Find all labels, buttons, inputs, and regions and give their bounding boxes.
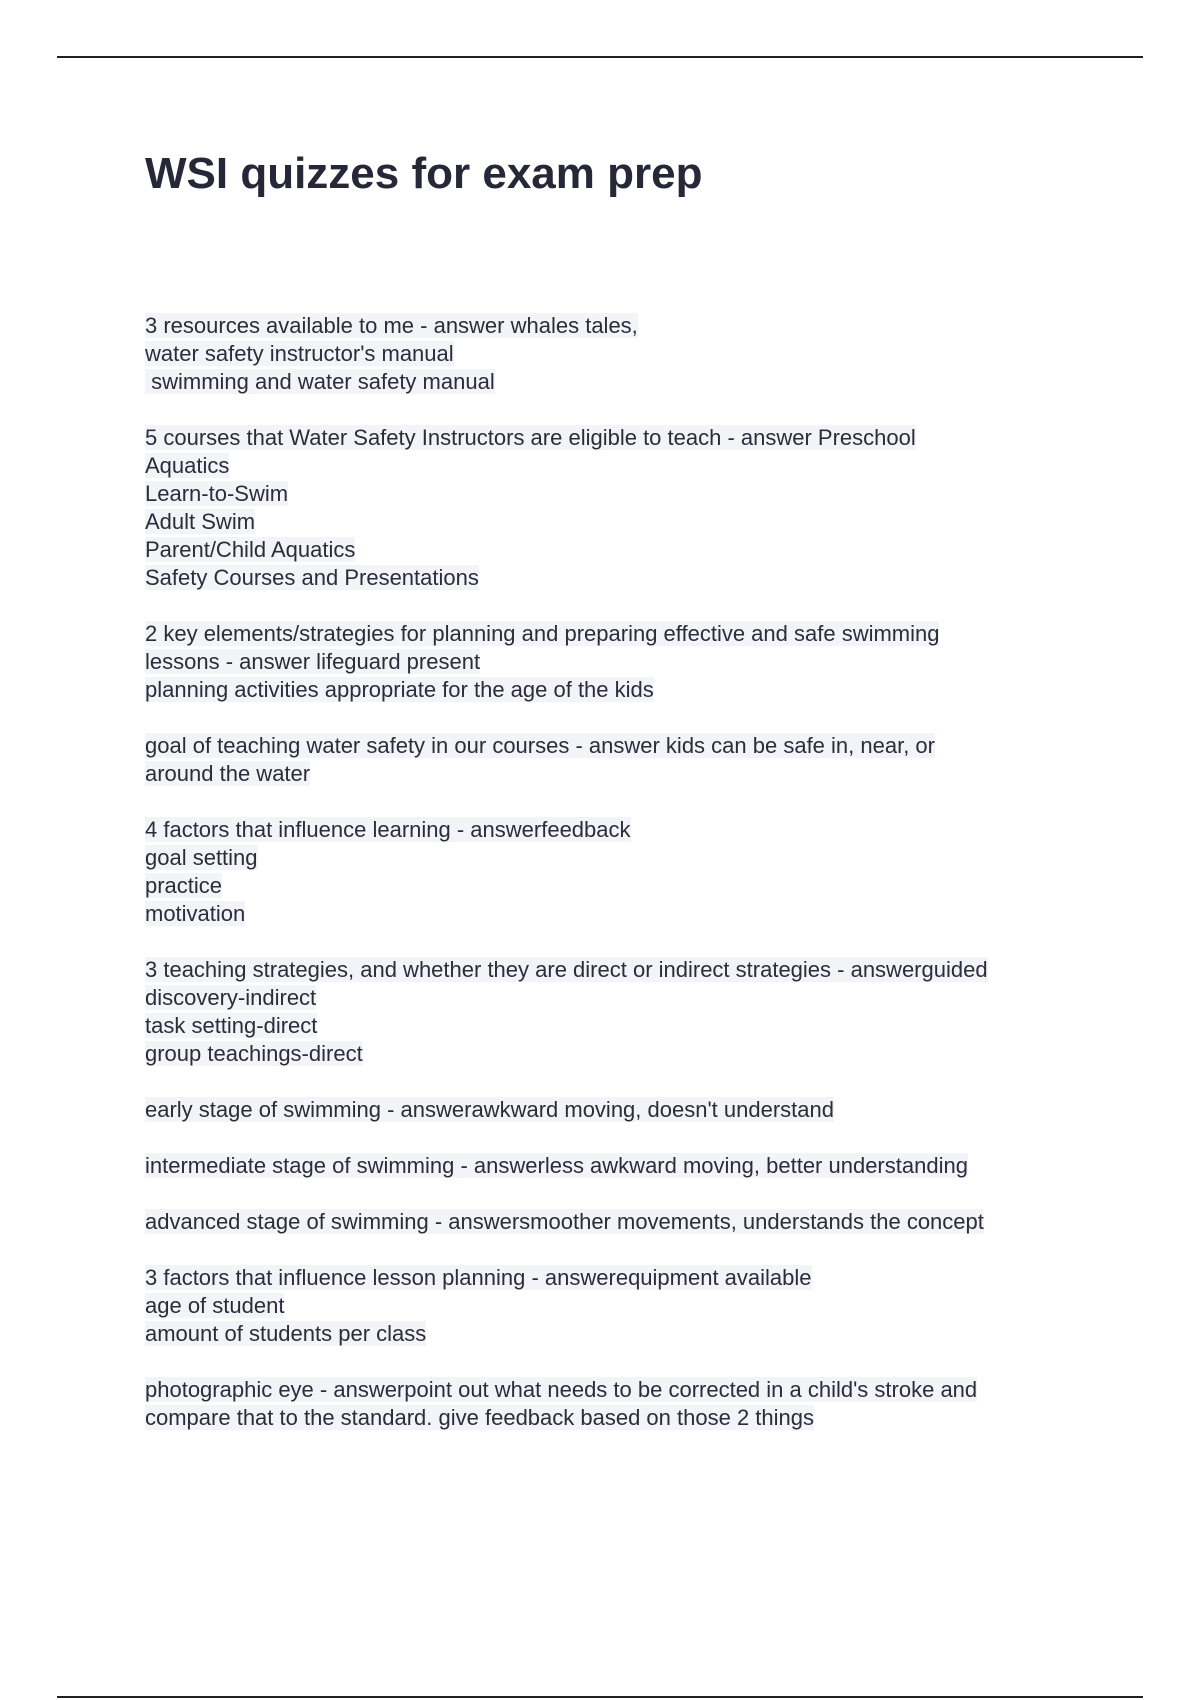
qa-entry [145, 1376, 1095, 1432]
qa-question-line [145, 732, 1095, 760]
qa-line-text: advanced stage of swimming - answersmoother movements, understands the concept [145, 1209, 984, 1234]
qa-line-text: 3 resources available to me - answer whales tales, [145, 313, 638, 338]
qa-line-text: practice [145, 873, 223, 898]
qa-question-line [145, 1152, 1095, 1180]
qa-question-line [145, 1376, 1095, 1404]
qa-answer-line [145, 508, 1095, 536]
qa-answer-line [145, 564, 1095, 592]
qa-answer-line [145, 844, 1095, 872]
qa-line-text: 3 teaching strategies, and whether they are direct or indirect strategies - answerguided [145, 957, 988, 982]
qa-entry [145, 1152, 1095, 1180]
qa-line-text: water safety instructor's manual [145, 341, 454, 366]
qa-entry [145, 424, 1095, 592]
qa-line-text: task setting-direct [145, 1013, 318, 1038]
qa-answer-line [145, 676, 1095, 704]
qa-line-text: swimming and water safety manual [145, 369, 495, 394]
qa-question-line [145, 312, 1095, 340]
qa-line-text: planning activities appropriate for the age of the kids [145, 677, 654, 702]
qa-line-text: discovery-indirect [145, 985, 317, 1010]
qa-answer-line [145, 452, 1095, 480]
document-title: WSI quizzes for exam prep [145, 149, 703, 198]
qa-question-line [145, 620, 1095, 648]
qa-line-text: Aquatics [145, 453, 230, 478]
qa-line-text: 2 key elements/strategies for planning and preparing effective and safe swimming [145, 621, 940, 646]
qa-line-text: early stage of swimming - answerawkward moving, doesn't understand [145, 1097, 834, 1122]
qa-list [145, 312, 1095, 1460]
qa-question-line [145, 1096, 1095, 1124]
qa-answer-line [145, 368, 1095, 396]
qa-answer-line [145, 1320, 1095, 1348]
qa-question-line [145, 816, 1095, 844]
qa-line-text: Parent/Child Aquatics [145, 537, 356, 562]
qa-line-text: Learn-to-Swim [145, 481, 289, 506]
qa-entry [145, 312, 1095, 396]
qa-answer-line [145, 480, 1095, 508]
qa-answer-line [145, 872, 1095, 900]
qa-line-text: goal setting [145, 845, 258, 870]
qa-line-text: Safety Courses and Presentations [145, 565, 479, 590]
qa-answer-line [145, 1404, 1095, 1432]
qa-line-text: 5 courses that Water Safety Instructors are eligible to teach - answer Preschool [145, 425, 916, 450]
qa-question-line [145, 424, 1095, 452]
qa-line-text: 3 factors that influence lesson planning - answerequipment available [145, 1265, 812, 1290]
qa-line-text: lessons - answer lifeguard present [145, 649, 481, 674]
qa-entry [145, 816, 1095, 928]
top-rule [57, 56, 1143, 58]
qa-line-text: compare that to the standard. give feedback based on those 2 things [145, 1405, 815, 1430]
qa-line-text: motivation [145, 901, 246, 926]
qa-answer-line [145, 900, 1095, 928]
qa-line-text: group teachings-direct [145, 1041, 363, 1066]
qa-line-text: Adult Swim [145, 509, 256, 534]
qa-answer-line [145, 340, 1095, 368]
qa-entry [145, 1208, 1095, 1236]
qa-line-text: photographic eye - answerpoint out what needs to be corrected in a child's stroke and [145, 1377, 978, 1402]
qa-line-text: around the water [145, 761, 311, 786]
qa-line-text: intermediate stage of swimming - answerless awkward moving, better understanding [145, 1153, 968, 1178]
qa-answer-line [145, 760, 1095, 788]
qa-entry [145, 732, 1095, 788]
qa-question-line [145, 1264, 1095, 1292]
qa-question-line [145, 956, 1095, 984]
qa-line-text: 4 factors that influence learning - answerfeedback [145, 817, 631, 842]
qa-line-text: goal of teaching water safety in our courses - answer kids can be safe in, near, or [145, 733, 935, 758]
qa-entry [145, 1264, 1095, 1348]
qa-answer-line [145, 1040, 1095, 1068]
qa-entry [145, 956, 1095, 1068]
bottom-rule [57, 1696, 1143, 1698]
qa-entry [145, 620, 1095, 704]
qa-answer-line [145, 1292, 1095, 1320]
qa-line-text: age of student [145, 1293, 285, 1318]
qa-question-line [145, 1208, 1095, 1236]
qa-line-text: amount of students per class [145, 1321, 427, 1346]
qa-answer-line [145, 648, 1095, 676]
qa-answer-line [145, 536, 1095, 564]
qa-answer-line [145, 1012, 1095, 1040]
qa-answer-line [145, 984, 1095, 1012]
qa-entry [145, 1096, 1095, 1124]
